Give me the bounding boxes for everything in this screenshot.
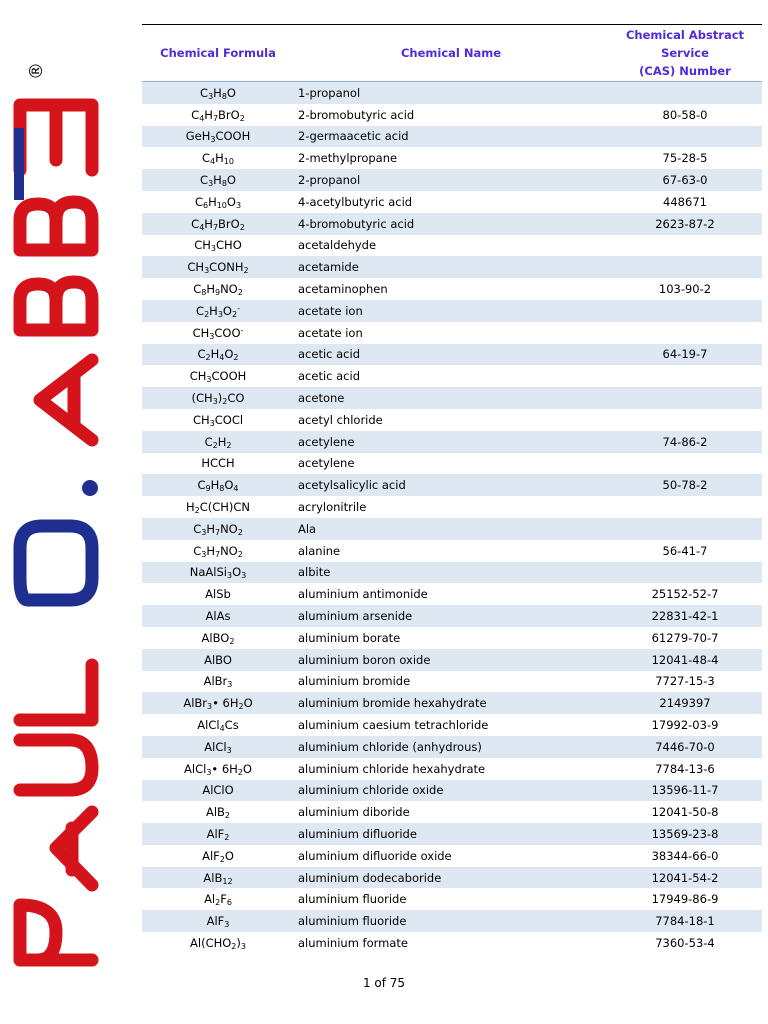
name-cell: aluminium bromide (298, 674, 411, 689)
name-cell: acetamide (294, 256, 608, 278)
cas-cell (608, 387, 762, 409)
table-row (142, 692, 762, 714)
table-row (142, 714, 762, 736)
table-row (142, 278, 762, 300)
table-row (142, 605, 762, 627)
name-cell: Ala (294, 518, 608, 540)
chemical-table (142, 24, 762, 954)
logo-letter-b2 (20, 202, 92, 250)
cas-cell: 67-63-0 (608, 169, 762, 191)
logo-letter-b (20, 282, 92, 330)
formula-cell: $C_3H_8O$ (142, 169, 294, 191)
header-cas-line: (CAS) Number (639, 64, 731, 78)
table-row (142, 256, 762, 278)
table-row (142, 82, 762, 104)
logo-letter-a2 (40, 360, 92, 440)
formula-cell: AlCl$_3$ (142, 736, 294, 758)
registered-mark: ® (26, 62, 47, 80)
formula-cell: AlSb (205, 587, 231, 602)
cas-cell: 7360-53-4 (655, 935, 715, 950)
cas-cell: 2623-87-2 (608, 213, 762, 235)
formula-cell: HCCH (201, 456, 235, 471)
name-cell: acetylene (294, 431, 608, 453)
formula-cell: $C_3H_7NO_2$ (193, 543, 243, 559)
cas-cell: 61279-70-7 (651, 630, 719, 645)
formula-cell: $Al(CHO_2)_3$ (190, 935, 246, 951)
table-row (142, 387, 762, 409)
name-cell: aluminium chloride hexahydrate (298, 761, 486, 776)
header-name: Chemical Name (294, 25, 608, 82)
name-cell: 4-bromobutyric acid (294, 213, 608, 235)
header-cas-line: Service (661, 46, 709, 60)
table-row (142, 736, 762, 758)
cas-cell: 56-41-7 (662, 543, 708, 558)
name-cell: 4-acetylbutyric acid (298, 194, 413, 209)
formula-cell: $NaAlSi_3O_3$ (142, 562, 294, 584)
table-row (142, 845, 762, 867)
name-cell: aluminium bromide hexahydrate (294, 692, 608, 714)
cas-cell (608, 300, 762, 322)
formula-cell: AlBr$_3$ (203, 674, 233, 690)
cas-cell: 7784-18-1 (608, 910, 762, 932)
table-row (142, 300, 762, 322)
name-cell: 2-germaacetic acid (294, 126, 608, 148)
cas-cell: 17949-86-9 (651, 892, 719, 907)
table-row (142, 169, 762, 191)
table-row (142, 322, 762, 344)
cas-cell: 103-90-2 (658, 282, 712, 297)
cas-cell: 80-58-0 (662, 107, 708, 122)
formula-cell: $C_6H_{10}O_3$ (194, 194, 242, 210)
name-cell: acetylsalicylic acid (294, 474, 608, 496)
table-row (142, 540, 762, 562)
table-row (142, 409, 762, 431)
formula-cell: $C_4H_7BrO_2$ (142, 213, 294, 235)
name-cell: albite (294, 562, 608, 584)
name-cell: aluminium dodecaboride (294, 867, 608, 889)
table-row (142, 562, 762, 584)
table-row (142, 147, 762, 169)
cas-cell: 64-19-7 (608, 344, 762, 366)
name-cell: acrylonitrile (298, 500, 367, 515)
logo-letter-p (20, 905, 92, 960)
name-cell: aluminium antimonide (298, 587, 428, 602)
formula-cell: $C_2H_4O_2$ (142, 344, 294, 366)
name-cell: aluminium chloride oxide (294, 780, 608, 802)
table-row (142, 104, 762, 126)
name-cell: acetaminophen (298, 282, 388, 297)
formula-cell: $CH_3COO^-$ (192, 325, 244, 341)
formula-cell: AlBO (142, 649, 294, 671)
name-cell: aluminium caesium tetrachloride (298, 718, 489, 732)
table-row (142, 365, 762, 387)
table-row (142, 496, 762, 518)
formula-cell: AlB$_{12}$ (142, 867, 294, 889)
cas-cell: 448671 (663, 194, 707, 209)
header-cas (608, 25, 762, 82)
name-cell: acetic acid (298, 369, 360, 384)
cas-cell (608, 322, 762, 344)
name-cell: aluminium borate (298, 630, 401, 645)
formula-cell: AlBr$_3$• $6H_2O$ (142, 692, 294, 714)
name-cell: aluminium fluoride (294, 910, 608, 932)
name-cell: aluminium fluoride (298, 892, 407, 907)
formula-cell: AlAs (142, 605, 294, 627)
cas-cell: 13596-11-7 (608, 780, 762, 802)
formula-cell: $C_9H_8O_4$ (142, 474, 294, 496)
name-cell: 2-bromobutyric acid (298, 107, 415, 122)
cas-cell: 75-28-5 (662, 151, 708, 166)
cas-cell: 7784-13-6 (655, 761, 715, 776)
name-cell: alanine (298, 543, 341, 558)
logo-letter-a (56, 812, 92, 885)
table-row (142, 474, 762, 496)
name-cell: aluminium formate (298, 935, 409, 950)
formula-cell: $C_2H_2$ (142, 431, 294, 453)
name-cell: acetic acid (294, 344, 608, 366)
cas-cell: 7727-15-3 (655, 674, 715, 689)
formula-cell: AlF$_2$ (142, 823, 294, 845)
formula-cell: $CH_3COOH$ (189, 369, 247, 385)
name-cell: aluminium difluoride oxide (298, 848, 452, 863)
formula-cell: AlCl$_4$Cs (197, 718, 239, 733)
logo-letter-l (20, 665, 92, 720)
cas-cell (608, 409, 762, 431)
cas-cell (608, 82, 762, 104)
cas-cell: 12041-54-2 (608, 867, 762, 889)
table-row (142, 583, 762, 605)
cas-cell (608, 126, 762, 148)
name-cell: acetate ion (298, 325, 363, 340)
cas-cell (608, 518, 762, 540)
formula-cell: $CH_3COCl$ (192, 412, 244, 428)
table-row (142, 780, 762, 802)
page-number: 1 of 75 (362, 976, 406, 990)
table-row (142, 932, 762, 954)
cas-cell: 7446-70-0 (608, 736, 762, 758)
table-row (142, 431, 762, 453)
cas-cell: 13569-23-8 (608, 823, 762, 845)
name-cell: aluminium difluoride (294, 823, 608, 845)
formula-cell: $C_2H_3O_2^-$ (142, 300, 294, 322)
cas-cell: 74-86-2 (608, 431, 762, 453)
cas-cell: 2149397 (608, 692, 762, 714)
table-row (142, 453, 762, 475)
formula-cell: $C_4H_7BrO_2$ (191, 107, 245, 123)
cas-cell (608, 562, 762, 584)
logo-letter-u (20, 740, 92, 790)
name-cell: 2-methylpropane (298, 151, 398, 166)
table-row (142, 518, 762, 540)
cas-cell: 22831-42-1 (608, 605, 762, 627)
cas-cell (608, 365, 762, 387)
table-row (142, 888, 762, 910)
table-row (142, 758, 762, 780)
table-row (142, 627, 762, 649)
formula-cell: $Al_2F_6$ (204, 892, 232, 908)
header-cas-line: Chemical Abstract (625, 28, 745, 42)
name-cell: aluminium chloride (anhydrous) (294, 736, 608, 758)
table-row (142, 910, 762, 932)
name-cell: acetate ion (294, 300, 608, 322)
logo-letter-e (20, 105, 92, 170)
formula-cell: $(CH_3)_2CO$ (142, 387, 294, 409)
table-row (142, 823, 762, 845)
formula-cell: GeH$_3$COOH (142, 126, 294, 148)
table-body (142, 82, 762, 954)
table-row (142, 191, 762, 213)
cas-cell: 12041-48-4 (608, 649, 762, 671)
header-formula: Chemical Formula (142, 25, 294, 82)
cas-cell (608, 256, 762, 278)
chemical-table-container (142, 24, 762, 954)
name-cell: acetaldehyde (298, 238, 377, 253)
formula-cell: AlCl$_3$• $6H_2O$ (184, 761, 252, 777)
name-cell: acetyl chloride (298, 412, 383, 427)
table-header-row (142, 25, 762, 82)
name-cell: aluminium arsenide (294, 605, 608, 627)
formula-cell: AlF$_3$ (142, 910, 294, 932)
name-cell: aluminium diboride (298, 805, 410, 820)
logo-letter-o (20, 526, 92, 600)
formula-cell: AlClO (142, 780, 294, 802)
cas-cell: 38344-66-0 (651, 848, 719, 863)
formula-cell: $CH_3CHO$ (194, 238, 242, 254)
paul-o-abbe-logo (0, 0, 110, 1024)
table-row (142, 671, 762, 693)
cas-cell (608, 496, 762, 518)
table-row (142, 344, 762, 366)
formula-cell: $CH_3CONH_2$ (142, 256, 294, 278)
cas-cell: 12041-50-8 (651, 805, 719, 820)
name-cell: acetylene (298, 456, 355, 471)
table-row (142, 213, 762, 235)
cas-cell: 50-78-2 (608, 474, 762, 496)
formula-cell: AlF$_2$O (202, 848, 234, 864)
formula-cell: $H_2C(CH)CN$ (185, 500, 251, 516)
cas-cell (608, 235, 762, 257)
table-row (142, 126, 762, 148)
name-cell: aluminium boron oxide (294, 649, 608, 671)
logo-bar (14, 128, 24, 200)
name-cell: 1-propanol (294, 82, 608, 104)
table-row (142, 235, 762, 257)
logo-dot (82, 480, 98, 496)
table-row (142, 649, 762, 671)
cas-cell: 25152-52-7 (651, 587, 719, 602)
table-row (142, 801, 762, 823)
formula-cell: $C_3H_8O$ (142, 82, 294, 104)
name-cell: 2-propanol (294, 169, 608, 191)
formula-cell: $C_8H_9NO_2$ (193, 282, 243, 298)
cas-cell: 17992-03-9 (651, 718, 719, 732)
formula-cell: $C_4H_{10}$ (202, 151, 234, 167)
formula-cell: $C_3H_7NO_2$ (142, 518, 294, 540)
formula-cell: AlBO$_2$ (201, 630, 235, 646)
cas-cell (608, 453, 762, 475)
table-row (142, 867, 762, 889)
name-cell: acetone (294, 387, 608, 409)
formula-cell: AlB$_2$ (205, 805, 231, 821)
